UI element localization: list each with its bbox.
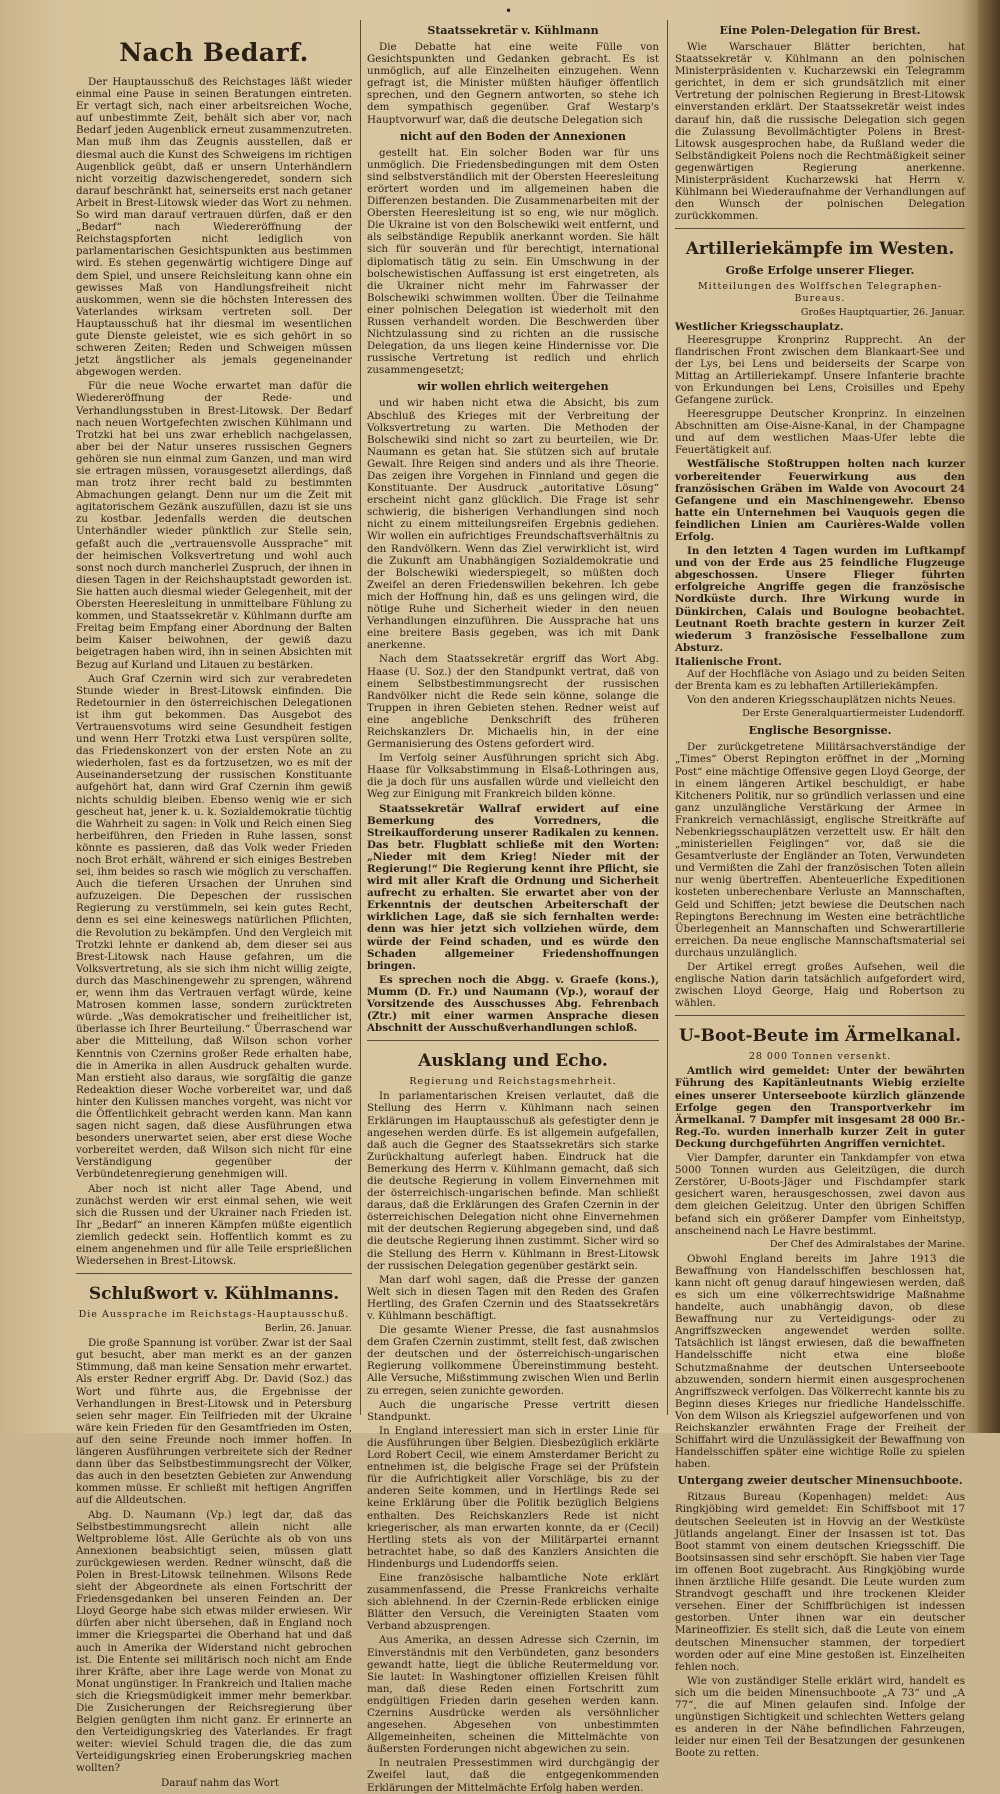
section-divider xyxy=(76,1273,352,1274)
column-3 xyxy=(675,20,965,1760)
article-paragraph: Man darf wohl sagen, daß die Presse der ganzen Welt sich in diesen Tagen mit den Reden des Grafen Hertling, des Grafen Czernin und des Staatssekretärs v. Kühlmann beschäftigt. xyxy=(367,1273,659,1322)
headline-uboot-beute: U-Boot-Beute im Ärmelkanal. xyxy=(679,1026,961,1047)
headline-staatssekretaer: Staatssekretär v. Kühlmann xyxy=(427,24,599,37)
article-paragraph: In den letzten 4 Tagen wurden im Luftkampf und von der Erde aus 25 feindliche Flugzeuge abgeschossen. Unsere Flieger führten erfolgreiche Angriffe gegen die französische Nordküste durch. Ihre Wirkung wurde in Dünkirchen, Calais und Boulogne beobachtet. Leutnant Roeth brachte gestern in kurzer Zeit wiederum 3 französische Fesselballone zum Absturz. xyxy=(675,545,965,654)
article-paragraph: Der Artikel erregt großes Aufsehen, weil die englische Nation darin tatsächlich aufgefordert wird, zwischen Lloyd George, Haig und Robertson zu wählen. xyxy=(675,961,965,1010)
article-paragraph: Obwohl England bereits im Jahre 1913 die Bewaffnung von Handelsschiffen beschlossen hat, kann nicht oft genug darauf hingewiesen werden, daß es sich um eine völkerrechtswidrige Maßnahme handelte, auch unabhängig davon, ob diese Bewaffnung nur zu Verteidigungs- oder zu Angriffszwecken angewendet werden sollte. Tatsächlich ist längst erwiesen, daß die bewaffneten Handelsschiffe nicht etwa eine bloße Schutzmaßnahme der deutschen Unterseeboote abzuwenden, sondern hiermit einen ausgesprochenen Angriffszweck verfolgen. Das Völkerrecht kannte bis zu Beginn dieses Krieges nur friedliche Handelsschiffe. Von dem Wilson als Kriegsziel aufgeworfenen und von Reichskanzler erwähnten Frage der Freiheit der Schiffahrt wird die Unzulässigkeit der Bewaffnung von Handelsschiffen später eine wichtige Rolle zu spielen haben. xyxy=(675,1252,965,1471)
article-paragraph: Der Hauptausschuß des Reichstages läßt wieder einmal eine Pause in seinen Beratungen eintreten. Er vertagt sich, nach einer arbeitsreichen Woche, auf unbestimmte Zeit, behält sich aber vor, nach Bedarf jeden Augenblick erneut zusammenzutreten. Man muß ihm das Zeugnis ausstellen, daß er diesmal auch die Kunst des Schweigens im richtigen Augenblick geübt, daß er unsern Unterhändlern nicht vorzeitig dazwischengeredet, sondern sich darauf beschränkt hat, seinerseits erst nach getaner Arbeit in Brest-Litowsk wieder das Wort zu nehmen. So wird man darauf vertrauen dürfen, daß er den „Bedarf“ nach Wiedereröffnung der Reichstagspforten nicht lediglich von parlamentarischen Gesichtspunkten aus bestimmen wird. Es stehen gegenwärtig wichtigere Dinge auf dem Spiel, und unsere Reichsleitung kann ohne ein gewisses Maß von Handlungsfreiheit nicht auskommen, wenn sie die höchsten Interessen des Vaterlandes wirksam vertreten soll. Der Hauptausschuß hat ihr diesmal im wesentlichen gute Dienste geleistet, wie es sich gehört in so schweren Zeiten; Reden und Schweigen müssen jetzt ängstlicher als jemals gegeneinander abgewogen werden. xyxy=(76,76,352,379)
headline-englische-besorgnisse: Englische Besorgnisse. xyxy=(748,724,892,738)
article-paragraph: Heeresgruppe Deutscher Kronprinz. In einzelnen Abschnitten am Oise-Aisne-Kanal, in der Champagne und auf dem westlichen Maas-Ufer lebte die Feuertätigkeit auf. xyxy=(675,408,965,457)
article-paragraph: Eine französische halbamtliche Note erklärt zusammenfassend, die Presse Frankreichs verhalte sich ablehnend. In der Czernin-Rede erblicken einige Blätter den Versuch, die Vereinigten Staaten vom Verband abzusprengen. xyxy=(367,1571,659,1633)
subheadline: Mitteilungen des Wolffschen Telegraphen-Bureaus. xyxy=(697,281,943,305)
headline-ausklang: Ausklang und Echo. xyxy=(418,1051,608,1072)
front-heading: Italienische Front. xyxy=(675,655,782,668)
signature: Der Chef des Admiralstabes der Marine. xyxy=(769,1238,965,1250)
article-paragraph: Amtlich wird gemeldet: Unter der bewährten Führung des Kapitänleutnants Wiebig erzielte eines unserer Unterseeboote kürzlich glänzende Erfolge gegen den Transportverkehr im Ärmelkanal. 7 Dampfer mit insgesamt 28 000 Br.-Reg.-To. wurden innerhalb kurzer Zeit in guter Deckung durchgeführten Angriffen vernichtet. xyxy=(675,1065,965,1150)
article-paragraph: Abg. D. Naumann (Vp.) legt dar, daß das Selbstbestimmungsrecht allein nicht alle Weltprobleme löst. Alle Gerüchte als ob von uns Annexionen beabsichtigt seien, müssen glatt zurückgewiesen werden. Redner wünscht, daß die Polen in Brest-Litowsk teilnehmen. Wilsons Rede sieht der Abgeordnete als einen Fortschritt der Friedensgedanken bei unseren Feinden an. Der Lloyd George habe sich etwas milder erwiesen. Wir dürfen aber nicht übersehen, daß in England noch immer die Kriegspartei die Oberhand hat und daß auch in Amerika der Widerstand nicht gebrochen ist. Die Entente sei militärisch noch nicht am Ende ihrer Kräfte, aber ihre Lage werde von Monat zu Monat ungünstiger. In Frankreich und Italien mache sich die Kriegsmüdigkeit immer mehr bemerkbar. Die Zusicherungen der Reichsregierung über Belgien genügten ihm nicht ganz. Er erinnerte an den Verteidigungskrieg des Vaterlandes. Er fragt weiter: wieviel Schuld tragen die, die das zum Verteidigungskrieg einen Eroberungskrieg machen wollten? xyxy=(76,1508,352,1775)
section-divider xyxy=(675,1015,965,1016)
article-paragraph: Auch Graf Czernin wird sich zur verabredeten Stunde wieder in Brest-Litowsk einfinden. Die Redetournier in den österreichischen Delegationen ist ihm gut bekommen. Das Ausgebot des Vertrauensvotums wird seine Gesundheit festigen und wenn Herr Trotzki etwa Lust verspüren sollte, das Friedenskonzert von der ersten Note an zu wiederholen, fast es da fortzusetzen, wo es mit der Auseinandersetzung der russischen Konstituante aufgehört hat, dann wird Graf Czernin ihm gewiß nichts schuldig bleiben. Ebenso wenig wie er sich gescheut hat, jener k. u. k. Sozialdemokratie tüchtig die Wahrheit zu sagen: in Volk und Reich einen Sieg herbeiführen, den Frieden in Ruhe lassen, sonst könnte es passieren, daß das Volk weder Frieden noch Brot erhält, während er sich einiges Bestreben sei, ihm beides so rasch wie möglich zu verschaffen. Auch die tieferen Ursachen der Unruhen sind aufzuzeigen. Die Depeschen der russischen Regierung zu verstümmeln, sei kein gutes Recht, denn es sei eine keineswegs natürlichen Pflichten, die Revolution zu bekämpfen. Und den Vergleich mit Trotzki lehnte er dankend ab, dem dieser sei aus Brest-Litowsk nach Hause gefahren, um die Volksvertretung, als sie sich ihm nicht willig zeigte, durch das Maschinengewehr zu sprengen, während er, wenn ihm das Vertrauen verfagt würde, keine Matrosen kommen lasse, sondern zurücktreten würde. „Was demokratischer und freiheitlicher ist, überlasse ich Ihrer Beurteilung.“ Überraschend war aber die Mitteilung, daß Wilson schon vorher Kenntnis von Czernins großer Rede erhalten habe, die in Amerika in allen Ausdruck gehalten wurde. Man erstieht also daraus, wie sorgfältig die ganze Redeaktion dieser Woche vorbereitet war, und daß hinter den Kulissen manches vorgeht, was nicht vor die Öffentlichkeit gebracht werden kann. Man kann sagen nicht sagen, daß diese Ausführungen etwa besonders unerwartet seien, aber erst diese Woche vorbereitet werden, daß Wilson sich nicht für eine Verständigung gegenüber der Verbündetenregierung genehmigen will. xyxy=(76,672,352,1181)
headline-nach-bedarf: Nach Bedarf. xyxy=(119,38,309,67)
dateline: Berlin, 26. Januar. xyxy=(264,1323,352,1335)
column-rule-1 xyxy=(360,20,361,1415)
section-divider xyxy=(675,228,965,229)
page-mark: • xyxy=(505,4,513,18)
article-paragraph: In England interessiert man sich in erster Linie für die Ausführungen über Belgien. Diesbezüglich erklärte Lord Robert Cecil, wie einem Amsterdamer Bericht zu entnehmen ist, die belgische Frage sei der Prüfstein für die Aufrichtigkeit aller Vorschläge, bis zu der anderen Seite kommen, und in Hertlings Rede sei keine Erklärung über die Politik bezüglich Belgiens enthalten. Des Reichskanzlers Rede ist nicht kriegerischer, als man erwarten konnte, da er (Cecil) Hertling stets als von der Militärpartei ernannt betrachtet habe, so daß des Kanzlers Ansichten die Hindenburgs und Ludendorffs seien. xyxy=(367,1424,659,1570)
article-paragraph: Ritzaus Bureau (Kopenhagen) meldet: Aus Ringkjöbing wird gemeldet: Ein Schiffsboot mit 17 deutschen Seeleuten ist in Hovvig an der Westküste Jütlands angelangt. Einer der Insassen ist tot. Das Boot stammt von einem deutschen Kriegsschiff. Die Bootsinsassen sind sehr erschöpft. Sie haben vier Tage im offenen Boot zugebracht. Aus Ringkjöbing wurde ihnen ärztliche Hilfe gesandt. Die Leute wurden zum Strandvogt geschafft und ihre trockenen Kleider versehen. Einer der Schiffbrüchigen ist indessen gestorben. Unter ihnen war ein deutscher Marineoffizier. Es stellt sich, daß die Leute von einem deutschen Minensucher stammen, der torpediert worden oder auf eine Mine gestoßen ist. Einzelheiten fehlen noch. xyxy=(675,1491,965,1673)
front-heading: Westlicher Kriegsschauplatz. xyxy=(675,321,844,334)
headline-schlusswort: Schlußwort v. Kühlmanns. xyxy=(88,1284,340,1305)
article-paragraph: Vier Dampfer, darunter ein Tankdampfer von etwa 5000 Tonnen wurden aus Geleitzügen, die durch Zerstörer, U-Boots-Jäger und Fischdampfer stark gesichert waren, herausgeschossen, zwei davon aus dem gleichen Geleitzug. Unter den übrigen Schiffen befand sich ein größerer Dampfer vom Einheitstyp, anscheinend nach Le Havre bestimmt. xyxy=(675,1152,965,1237)
inline-subhead: wir wollen ehrlich weitergehen xyxy=(417,380,609,394)
page-binding-edge xyxy=(978,0,1000,1433)
article-paragraph: Auch die ungarische Presse vertritt diesen Standpunkt. xyxy=(367,1398,659,1423)
signature: Der Erste Generalquartiermeister Ludendorff. xyxy=(742,708,965,720)
article-paragraph: Für die neue Woche erwartet man dafür die Wiedereröffnung der Rede- und Verhandlungsstuben in Brest-Litowsk. Der Bedarf nach neuen Wortgefechten zwischen Kühlmann und Trotzki hat bei uns zwar erheblich nachgelassen, aber bei der Natur unseres russischen Gegners gehören sie nun einmal zum Ganzen, und man wird sie ertragen müssen, vorausgesetzt allerdings, daß man trotz ihrer recht bald zu bestimmten Abmachungen gelangt. Denn nur um die Zeit mit agitatorischem Gezänk auszufüllen, dazu ist sie uns zu kostbar. Jedenfalls werden die deutschen Unterhändler wieder pünktlich zur Stelle sein, gefaßt auch die „vertrauensvolle Aussprache“ mit der heimischen Volksvertretung und wohl auch sonst noch durch mancherlei Zuspruch, der ihnen in diesen Tagen in der Reichshauptstadt geworden ist. Sie hatten auch diesmal wieder Gelegenheit, mit der Obersten Heeresleitung in unmittelbare Fühlung zu kommen, und Staatssekretär v. Kühlmann durfte am Freitag beim Empfang einer Abordnung der Balten beim Kaiser beiwohnen, der gewiß dazu beigetragen haben wird, ihn in seinen Absichten mit Bezug auf Kurland und Litauen zu bestärken. xyxy=(76,380,352,671)
article-paragraph: Aber noch ist nicht aller Tage Abend, und zunächst werden wir erst einmal sehen, wie weit sich die Russen und der Ukrainer nach Frieden ist. Ihr „Bedarf“ an inneren Kämpfen müßte eigentlich ziemlich gedeckt sein. Hoffentlich kommt es zu einem angenehmen und für alle Teile ersprießlichen Wiedersehen in Brest-Litowsk. xyxy=(76,1182,352,1268)
subheadline: Die Aussprache im Reichstags-Hauptausschuß. xyxy=(78,1309,350,1321)
column-2 xyxy=(367,20,659,1794)
article-paragraph: Darauf nahm das Wort xyxy=(160,1776,280,1789)
headline-polen-delegation: Eine Polen-Delegation für Brest. xyxy=(719,24,921,37)
article-paragraph: Wie Warschauer Blätter berichten, hat Staatssekretär v. Kühlmann an den polnischen Ministerpräsidenten v. Kucharzewski ein Telegramm gerichtet, in dem er sich grundsätzlich mit einer Vertretung der polnischen Regierung in Brest-Litowsk einverstanden erklärt. Der Staatssekretär weist indes darauf hin, daß die russische Delegation sich gegen die Zulassung Bevollmächtigter Polens in Brest-Litowsk ausgesprochen habe, da Rußland weder die Selbständigkeit Polens noch die Rechtmäßigkeit seiner gegenwärtigen Regierung anerkenne. Ministerpräsident Kucharzewski hat Herrn v. Kühlmann bei Wiederaufnahme der Verhandlungen auf den Wunsch der polnischen Delegation zurückkommen. xyxy=(675,41,965,223)
section-divider xyxy=(367,1040,659,1041)
dateline: Großes Hauptquartier, 26. Januar. xyxy=(800,307,965,319)
article-paragraph: Auf der Hochfläche von Asiago und zu beiden Seiten der Brenta kam es zu lebhaften Artilleriekämpfen. xyxy=(675,668,965,693)
article-paragraph: Aus Amerika, an dessen Adresse sich Czernin, im Einverständnis mit den Verbündeten, ganz besonders gewandt hatte, liegt die übliche Reutermeldung vor. Sie lautet: In Washingtoner offiziellen Kreisen fühlt man, daß diese Reden einen Fortschritt zum endgültigen Frieden darin gesehen werden kann. Czernins Ausdrücke werden als versöhnlicher angesehen. Abgesehen von unbestimmten Allgemeinheiten, scheinen die Mittelmächte von äußersten Forderungen nicht abgewichen zu sein. xyxy=(367,1634,659,1756)
inline-subhead: nicht auf den Boden der Annexionen xyxy=(399,129,627,143)
article-paragraph: Der zurückgetretene Militärsachverständige der „Times“ Oberst Repington eröffnet in der „Morning Post“ eine mächtige Offensive gegen Lloyd George, der in einem längeren Artikel beschuldigt, er habe Kitcheners Politik, nur so gründlich verlassen und eine ganz unzulängliche Verstärkung der Armee in Frankreich vernachlässigt, englische Streitkräfte auf Nebenkriegsschauplätzen verzettelt usw. Er hält den „ministeriellen Feiglingen“ vor, daß sie die Gesamtverluste der Engländer an Toten, Verwundeten und Vermißten die Zahl der französischen Toten allein nur wenig übertreffen. Abenteuerliche Expeditionen kosteten unberechenbare Verluste an Mannschaften, Geld und Schiffen; jetzt bewiese die Deutschen nach Repingtons Berechnung im Westen eine beträchtliche Überlegenheit an Mannschaften und Schwerartillerie erreichen. Da neue englische Mannschaftsmaterial sei durchaus unzulänglich. xyxy=(675,741,965,959)
subheadline: Große Erfolge unserer Flieger. xyxy=(725,264,915,278)
article-paragraph: Westfälische Stoßtruppen holten nach kurzer vorbereitender Feuerwirkung aus den französischen Gräben im Walde von Avocourt 24 Gefangene und ein Maschinengewehr. Ebenso hatte ein Unternehmen bei Vauquois gegen die feindlichen Linien am Caurières-Walde vollen Erfolg. xyxy=(675,458,965,543)
article-paragraph: Die gesamte Wiener Presse, die fast ausnahmslos dem Grafen Czernin zustimmt, stellt fest, daß zwischen der deutschen und der österreichisch-ungarischen Regierung vollkommene Übereinstimmung besteht. Alle Versuche, Mißstimmung zwischen Wien und Berlin zu erregen, seien zunichte geworden. xyxy=(367,1324,659,1397)
headline-minensuchboote: Untergang zweier deutscher Minensuchboote. xyxy=(677,1474,963,1488)
article-paragraph: Im Verfolg seiner Ausführungen spricht sich Abg. Haase für Volksabstimmung in Elsaß-Lothringen aus, die ja doch für uns ausfallen würde und vielleicht den Weg zur Einigung mit Frankreich bilden könne. xyxy=(367,752,659,801)
article-paragraph: Die Debatte hat eine weite Fülle von Gesichtspunkten und Gedanken gebracht. Es ist unmöglich, auf alle Einzelheiten einzugehen. Wenn gefragt ist, die Minister müßten häufiger öffentlich sprechen, und den Gegnern antworten, so stehe ich dem sympathisch gegenüber. Graf Westarp's Hauptvorwurf war, daß die deutsche Delegation sich xyxy=(367,41,659,126)
article-paragraph: Wie von zuständiger Stelle erklärt wird, handelt es sich um die beiden Minensuchboote „A 73“ und „A 77“, die auf Minen gelaufen sind. Infolge der ungünstigen Sichtigkeit und schlechten Wetters gelang es anderen in der Nähe befindlichen Fahrzeugen, leider nur einen Teil der Besatzungen der gesunkenen Boote zu retten. xyxy=(675,1674,965,1760)
article-paragraph: In neutralen Pressestimmen wird durchgängig der Zweifel laut, daß die entgegenkommenden Erklärungen der Mittelmächte Erfolg haben werden. xyxy=(367,1757,659,1794)
article-paragraph: Heeresgruppe Kronprinz Rupprecht. An der flandrischen Front zwischen dem Blankaart-See und der Lys, bei Lens und beiderseits der Scarpe von Mittag an Artilleriekampf. Unsere Infanterie brachte von Erkundungen bei Lens, Croisilles und Epehy Gefangene zurück. xyxy=(675,333,965,406)
article-paragraph: Es sprechen noch die Abgg. v. Graefe (kons.), Mumm (D. Fr.) und Naumann (Vp.), worauf der Vorsitzende des Ausschusses Abg. Fehrenbach (Ztr.) mit einer warmen Ansprache diesen Abschnitt der Ausschußverhandlungen schloß. xyxy=(367,973,659,1035)
article-paragraph: In parlamentarischen Kreisen verlautet, daß die Stellung des Herrn v. Kühlmann nach seinen Erklärungen im Hauptausschuß als gefestigter denn je angesehen werden dürfe. Es ist allgemein aufgefallen, daß auch die Gegner des Staatssekretärs sich starke Zurückhaltung auferlegt haben. Eindruck hat die Bemerkung des Herrn v. Kühlmann gemacht, daß sich die deutsche Regierung in vollem Einvernehmen mit der österreichisch-ungarischen befinde. Man schließt daraus, daß die Erklärungen des Grafen Czernin in der österreichischen Delegation nicht ohne Einvernehmen mit der deutschen Regierung abgegeben sind, und daß die deutsche Regierung ihnen zustimmt. Sicher wird so die Stellung des Herrn v. Kühlmann in Brest-Litowsk der russischen Delegation gegenüber gestärkt sein. xyxy=(367,1090,659,1272)
article-paragraph: Nach dem Staatssekretär ergriff das Wort Abg. Haase (U. Soz.) der den Standpunkt vertrat, daß von einem Selbstbestimmungsrecht der russischen Randvölker nicht die Rede sein könne, solange die Truppen in ihren Gebieten stehen. Redner weist auf eine angebliche Denkschrift des früheren Reichskanzlers Dr. Michaelis hin, in der eine Germanisierung des Ostens gefordert wird. xyxy=(367,653,659,751)
subheadline: Regierung und Reichstagsmehrheit. xyxy=(409,1076,617,1088)
article-paragraph: und wir haben nicht etwa die Absicht, bis zum Abschluß des Krieges mit der Verbreitung der Volksvertretung zu warten. Die Methoden der Bolschewiki sind nicht so zart zu beurteilen, wie Dr. Naumann es getan hat. Sie stützen sich auf brutale Gewalt. Ihre Reigen sind anders und als ihre Theorie. Das zeigen ihre Vorgehen in Finnland und gegen die Konstituante. Der Ausdruck „autoritative Lösung“ erscheint nicht ganz glücklich. Die Frage ist sehr schwierig, die bisherigen Verhandlungen sind noch nicht zu einem mitteilungsreifen Ergebnis gediehen. Wir wollen ein aufrichtiges Freundschaftsverhältnis zu den Randvölkern. Wenn das Ziel verwirklicht ist, wird die Zukunft am Unabhängigen Sozialdemokratie und der Bolschewiki wiederspiegelt, so müßten doch Zweifel an deren Friedenswillen bekehren. Ich gebe mich der Hoffnung hin, daß es uns gelingen wird, die nötige Ruhe und Sicherheit wieder in den neuen Verhandlungen einzuführen. Die Aussprache hat uns eine breitere Basis gegeben, was ich mit Dank anerkenne. xyxy=(367,397,659,652)
subheadline: 28 000 Tonnen versenkt. xyxy=(748,1051,892,1063)
article-paragraph: gestellt hat. Ein solcher Boden war für uns unmöglich. Die Friedensbedingungen mit dem Osten sind selbstverständlich mit der Obersten Heeresleitung erörtert worden und im allgemeinen haben die Differenzen bestanden. Die Zusammenarbeiten mit der Obersten Heeresleitung ist so eng, wie nur möglich. Die Ukraine ist von den Bolschewiki weit entfernt, und als selbständige Republik anerkannt worden. Sie hält sich für souverän und für berechtigt, international diplomatisch tätig zu sein. Ein Umschwung in der bolschewistischen Auffassung ist erst eingetreten, als die Ukrainer nicht mehr im Fahrwasser der Bolschewiki schwimmen wollten. Über die Teilnahme einer polnischen Delegation ist wiederholt mit den Russen verhandelt worden. Die Beschwerden über Nichtzulassung sind zu richten an die russische Delegation, da uns liegen keine Hindernisse vor. Die russische Vertretung ist redlich und ehrlich zusammengesetzt; xyxy=(367,146,659,377)
column-1 xyxy=(76,20,352,1789)
headline-artilleriekaempfe: Artilleriekämpfe im Westen. xyxy=(685,239,955,260)
column-rule-2 xyxy=(667,20,668,1415)
article-paragraph: Von den anderen Kriegsschauplätzen nichts Neues. xyxy=(687,694,956,707)
article-paragraph: Staatssekretär Wallraf erwidert auf eine Bemerkung des Vorredners, die Streikaufforderung unserer Radikalen zu kennen. Das betr. Flugblatt schließe mit den Worten: „Nieder mit dem Krieg! Nieder mit der Regierung!“ Die Regierung kennt ihre Pflicht, sie wird mit aller Kraft die Ordnung und Sicherheit aufrecht zu erhalten. Sie erwartet aber von der Erkenntnis der deutschen Arbeiterschaft der wirklichen Lage, daß sie sich fernhalten werde: denn was hier jetzt sich vollziehen würde, dem würde der Feind schaden, und es würde den Schaden allgemeiner Friedenshoffnungen bringen. xyxy=(367,802,659,972)
article-paragraph: Die große Spannung ist vorüber. Zwar ist der Saal gut besucht, aber man merkt es an der ganzen Stimmung, daß man keine Sensation mehr erwartet. Als erster Redner ergriff Abg. Dr. David (Soz.) das Wort und führte aus, die Ergebnisse der Verhandlungen in Brest-Litowsk und in Petersburg seien sehr mager. Ein Teilfrieden mit der Ukraine wäre kein Frieden für den Gesamtfrieden im Osten, auf den seine Freunde noch immer hoffen. In längeren Ausführungen verbreitete sich der Redner dann über das Selbstbestimmungsrecht der Völker, das auch in den besetzten Gebieten zur Anwendung kommen müsse. Er schließt mit heftigen Angriffen auf die Alldeutschen. xyxy=(76,1337,352,1507)
